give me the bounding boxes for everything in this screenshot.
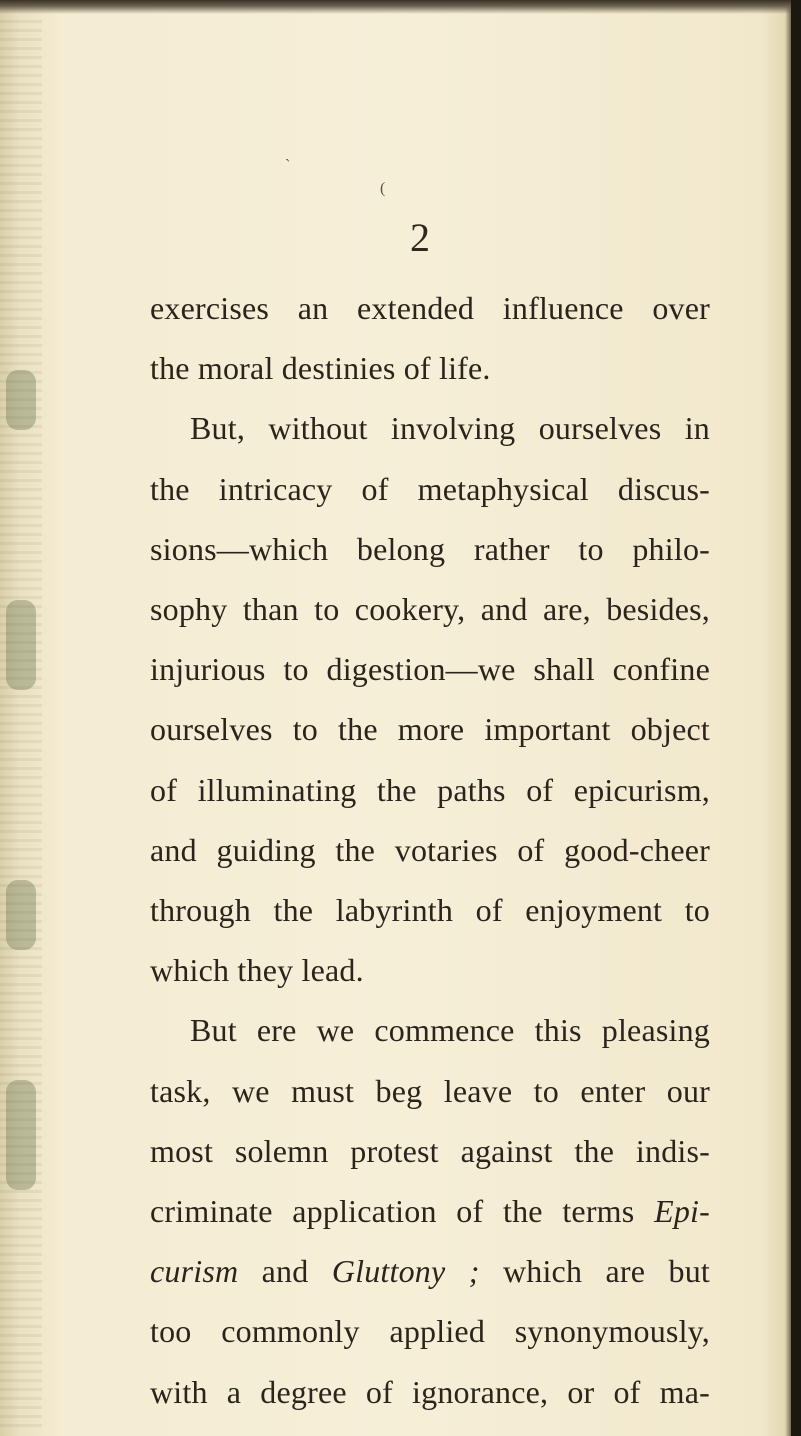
text-line: and guiding the votaries of good-cheer: [150, 831, 710, 868]
page-top-edge: [0, 0, 801, 14]
body-text: [150, 278, 710, 1422]
text-line: too commonly applied synonymously,: [150, 1313, 710, 1350]
text-line: injurious to digestion—we shall confine: [150, 651, 710, 688]
gutter-stain: [6, 370, 36, 430]
text-line: exercises an extended influence over: [150, 290, 710, 326]
page-number: 2: [410, 215, 430, 260]
text-segment: and: [261, 1253, 309, 1290]
text-line: But ere we commence this pleasing: [190, 1012, 710, 1049]
text-line: task, we must beg leave to enter our: [150, 1072, 710, 1109]
text-line: through the labyrinth of enjoyment to: [150, 892, 710, 929]
text-line: ourselves to the more important object: [150, 711, 710, 748]
text-line: the moral destinies of life.: [150, 350, 491, 387]
italic-term: Epi-: [654, 1193, 710, 1230]
text-line: which they lead.: [150, 952, 364, 989]
text-line: with a degree of ignorance, or of ma-: [150, 1373, 710, 1410]
italic-term: curism: [150, 1253, 239, 1290]
text-line: the intricacy of metaphysical discus-: [150, 470, 710, 507]
italic-term: Gluttony ;: [331, 1253, 480, 1290]
ink-speck: ˎ: [285, 145, 291, 162]
text-line: [150, 1241, 710, 1301]
text-segment: which are but: [502, 1253, 710, 1290]
gutter-stain: [6, 600, 36, 690]
text-line: sions—which belong rather to philo-: [150, 530, 710, 567]
text-line: But, without involving ourselves in: [190, 410, 710, 447]
gutter-stain: [6, 880, 36, 950]
text-line: [150, 1181, 710, 1241]
text-line: of illuminating the paths of epicurism,: [150, 771, 710, 808]
text-line: sophy than to cookery, and are, besides,: [150, 591, 710, 628]
text-line: most solemn protest against the indis-: [150, 1132, 710, 1169]
binding-gutter: [0, 20, 42, 1430]
page-edge-shadow: [791, 0, 801, 1436]
text-segment: criminate application of the terms: [150, 1193, 635, 1230]
gutter-stain: [6, 1080, 36, 1190]
ink-speck: (: [380, 180, 386, 197]
